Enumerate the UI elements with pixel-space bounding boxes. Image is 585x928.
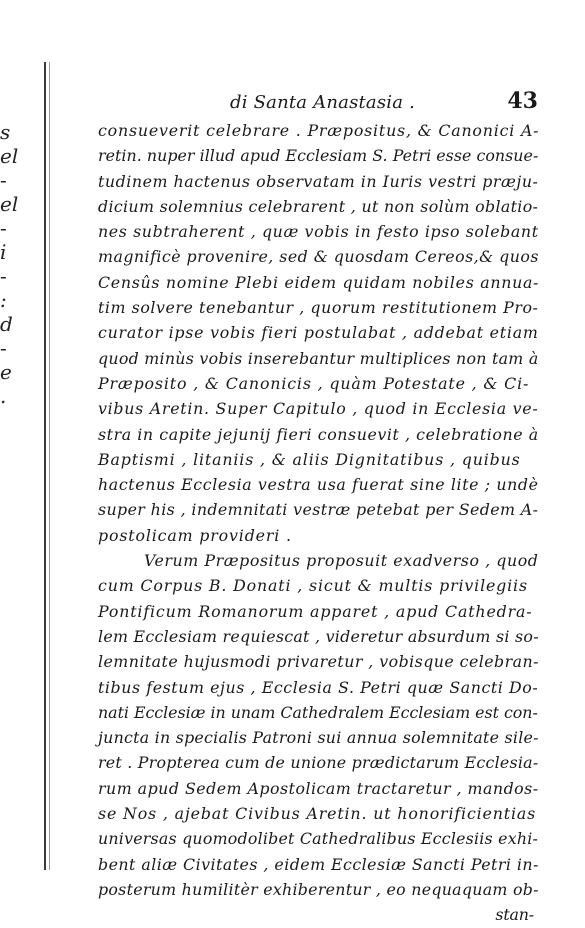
gutter-shadow-line — [49, 62, 50, 870]
text-line: juncta in specialis Patroni sui annua solemnitate sile- — [98, 728, 539, 748]
text-line: universas quomodolibet Cathedralibus Ecclesiis exhi- — [98, 829, 539, 849]
text-line: Pontificum Romanorum apparet , apud Cathedra- — [98, 601, 533, 621]
facing-page-fragment: d — [0, 312, 13, 336]
text-line: se Nos , ajebat Civibus Aretin. ut honorificientias — [98, 804, 537, 824]
body-text — [98, 118, 538, 928]
facing-page-fragment: . — [0, 384, 7, 408]
text-line: super his , indemnitati vestræ petebat per Sedem A- — [98, 500, 539, 520]
facing-page-fragment: i — [0, 240, 7, 264]
facing-page-fragments — [0, 120, 19, 408]
text-line: retin. nuper illud apud Ecclesiam S. Petri esse consue- — [98, 146, 539, 166]
text-line: curator ipse vobis fieri postulabat , addebat etiam — [98, 323, 539, 343]
text-line: vibus Aretin. Super Capitulo , quod in Ecclesia ve- — [98, 399, 539, 419]
text-line: bent aliæ Civitates , eidem Ecclesiæ Sancti Petri in- — [98, 854, 539, 874]
text-line: Censûs nomine Plebi eidem quidam nobiles annua- — [98, 272, 540, 292]
facing-page-fragment: s — [0, 120, 11, 144]
text-line: cum Corpus B. Donati , sicut & multis privilegiis — [98, 576, 528, 596]
text-line: lemnitate hujusmodi privaretur , vobisque celebran- — [98, 652, 539, 672]
text-line: quod minùs vobis inserebantur multiplices non tam à — [98, 348, 539, 368]
text-line: tim solvere tenebantur , quorum restitutionem Pro- — [98, 298, 539, 318]
text-line: tudinem hactenus observatam in Iuris vestri præju- — [98, 171, 539, 191]
text-line: Præposito , & Canonicis , quàm Potestate , & Ci- — [98, 373, 530, 393]
text-line: rum apud Sedem Apostolicam tractaretur , mandos- — [98, 778, 539, 798]
text-line: stan- — [495, 905, 534, 925]
facing-page-fragment: - — [0, 168, 7, 192]
text-line: magnificè provenire, sed & quosdam Cereos,& quos — [98, 247, 539, 267]
text-line: dicium solemnius celebrarent , ut non solùm oblatio- — [98, 196, 539, 216]
text-line: nes subtraherent , quæ vobis in festo ipso solebant — [98, 222, 539, 242]
page-number: 43 — [507, 88, 538, 114]
text-line: stra in capite jejunij fieri consuevit , celebratione à — [98, 424, 539, 444]
text-line: Verum Præpositus proposuit exadverso , quod — [144, 551, 539, 571]
text-line: lem Ecclesiam requiescat , videretur absurdum si so- — [98, 626, 539, 646]
text-line: nati Ecclesiæ in unam Cathedralem Ecclesiam est con- — [98, 702, 538, 722]
text-line: ret . Propterea cum de unione prædictarum Ecclesia- — [98, 753, 539, 773]
facing-page-fragment: el — [0, 192, 19, 216]
facing-page-fragment: - — [0, 336, 7, 360]
gutter-fold-line — [44, 62, 46, 870]
running-title: di Santa Anastasia . — [230, 92, 416, 113]
text-line: Baptismi , litaniis , & aliis Dignitatibus , quibus — [98, 449, 521, 469]
paragraph — [98, 548, 538, 927]
text-line: posterum humilitèr exhiberentur , eo nequaquam ob- — [98, 879, 539, 899]
facing-page-fragment: el — [0, 144, 19, 168]
paragraph — [98, 118, 538, 548]
text-line: postolicam provideri . — [98, 525, 292, 545]
facing-page-fragment: - — [0, 216, 7, 240]
text-line: hactenus Ecclesia vestra usa fuerat sine lite ; undè — [98, 475, 539, 495]
facing-page-fragment: : — [0, 288, 7, 312]
book-page — [98, 88, 540, 928]
text-line: tibus festum ejus , Ecclesia S. Petri quæ Sancti Do- — [98, 677, 539, 697]
running-head — [98, 88, 538, 118]
text-line: consueverit celebrare . Præpositus, & Canonici A- — [98, 121, 540, 140]
facing-page-fragment: e — [0, 360, 12, 384]
facing-page-fragment: - — [0, 264, 7, 288]
